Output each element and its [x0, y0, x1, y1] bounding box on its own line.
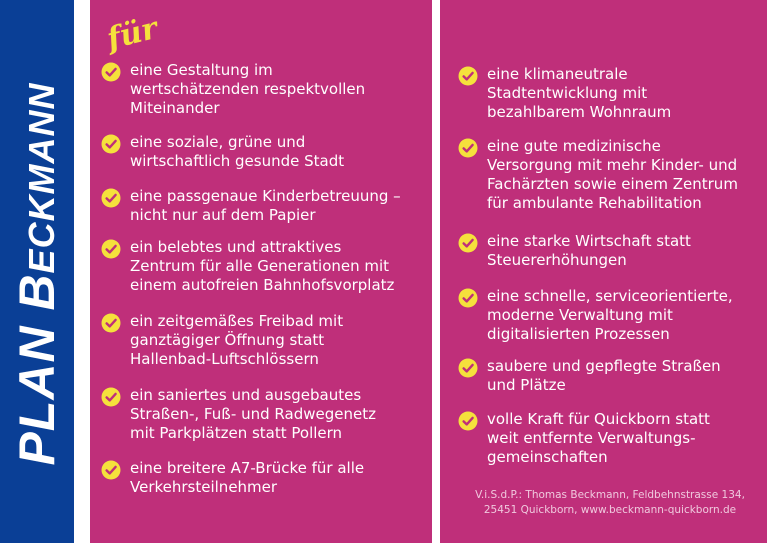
list-item	[458, 410, 710, 467]
checkmark-circle-icon	[101, 313, 121, 333]
checkmark-circle-icon	[101, 188, 121, 208]
list-item-text	[130, 187, 401, 225]
list-item	[101, 187, 401, 225]
list-item	[101, 386, 376, 443]
checkmark-circle-icon	[458, 358, 478, 378]
list-item-text	[130, 312, 343, 369]
list-item-line: eine breitere A7-Brücke für alle	[130, 459, 365, 477]
list-item-line: eine passgenaue Kinderbetreuung –	[130, 187, 401, 205]
checkmark-circle-icon	[101, 460, 121, 480]
list-item-text	[130, 386, 376, 443]
list-item-line: eine gute medizinische	[487, 137, 661, 155]
fur-heading-text: für	[103, 10, 162, 57]
list-item-line: volle Kraft für Quickborn statt	[487, 410, 710, 428]
list-item-line: ganztägiger Öffnung statt	[130, 331, 325, 349]
list-item-line: für ambulante Rehabilitation	[487, 194, 702, 212]
fur-heading	[103, 8, 173, 58]
list-item	[101, 61, 365, 118]
list-item-line: Steuererhöhungen	[487, 251, 627, 269]
checkmark-circle-icon	[458, 411, 478, 431]
list-item	[101, 238, 394, 295]
list-item-line: Verkehrsteilnehmer	[130, 478, 278, 496]
list-item-text	[487, 65, 671, 122]
list-item	[101, 133, 344, 171]
list-item-line: eine Gestaltung im	[130, 61, 273, 79]
list-item-line: wirtschaftlich gesunde Stadt	[130, 152, 345, 170]
list-item-line: Zentrum für alle Generationen mit	[130, 257, 390, 275]
list-item-text	[130, 459, 364, 497]
checkmark-circle-icon	[101, 62, 121, 82]
brand-sidebar	[0, 0, 74, 543]
list-item-line: weit entfernte Verwaltungs-	[487, 429, 696, 447]
checkmark-circle-icon	[458, 66, 478, 86]
list-item	[458, 65, 671, 122]
list-item-line: saubere und gepflegte Straßen	[487, 357, 721, 375]
list-item	[458, 232, 691, 270]
list-item-text	[487, 232, 691, 270]
brand-logo	[9, 82, 65, 466]
list-item-line: ein belebtes und attraktives	[130, 238, 342, 256]
list-item-line: digitalisierten Prozessen	[487, 325, 670, 343]
list-item-line: Fachärzten sowie einem Zentrum	[487, 175, 738, 193]
list-item-line: eine starke Wirtschaft statt	[487, 232, 691, 250]
list-item-line: Hallenbad-Luftschlössern	[130, 350, 319, 368]
imprint-line: 25451 Quickborn, www.beckmann-quickborn.de	[483, 504, 737, 516]
list-item-line: bezahlbarem Wohnraum	[487, 103, 672, 121]
checkmark-circle-icon	[458, 288, 478, 308]
list-item-line: ein saniertes und ausgebautes	[130, 386, 362, 404]
list-item-line: Stadtentwicklung mit	[487, 84, 648, 102]
list-item-text	[487, 410, 710, 467]
list-item-line: ein zeitgemäßes Freibad mit	[130, 312, 344, 330]
list-item	[458, 357, 721, 395]
brand-logo-main: PLAN B	[9, 273, 65, 466]
list-item-line: moderne Verwaltung mit	[487, 306, 673, 324]
list-item-text	[487, 287, 733, 344]
list-item-line: eine klimaneutrale	[487, 65, 628, 83]
list-item-line: Miteinander	[130, 99, 220, 117]
list-item-line: Straßen-, Fuß- und Radwegenetz	[130, 405, 376, 423]
checkmark-circle-icon	[101, 387, 121, 407]
brand-logo-rest: ECKMANN	[21, 82, 62, 274]
list-item-line: eine schnelle, serviceorientierte,	[487, 287, 733, 305]
imprint	[470, 488, 750, 518]
list-item-line: gemeinschaften	[487, 448, 608, 466]
list-item-text	[487, 357, 721, 395]
list-item-line: und Plätze	[487, 376, 566, 394]
list-item-line: eine soziale, grüne und	[130, 133, 306, 151]
list-item-line: nicht nur auf dem Papier	[130, 206, 316, 224]
imprint-line: V.i.S.d.P.: Thomas Beckmann, Feldbehnstrasse 134,	[475, 489, 745, 501]
checkmark-circle-icon	[458, 138, 478, 158]
list-item	[458, 287, 733, 344]
checkmark-circle-icon	[101, 239, 121, 259]
list-item-text	[130, 238, 394, 295]
list-item	[458, 137, 738, 213]
checkmark-circle-icon	[458, 233, 478, 253]
checkmark-circle-icon	[101, 134, 121, 154]
list-item-line: einem autofreien Bahnhofsvorplatz	[130, 276, 395, 294]
list-item-text	[130, 133, 344, 171]
list-item	[101, 459, 364, 497]
list-item-text	[130, 61, 365, 118]
list-item-text	[487, 137, 738, 213]
list-item-line: Versorgung mit mehr Kinder- und	[487, 156, 738, 174]
list-item-line: wertschätzenden respektvollen	[130, 80, 366, 98]
list-item-line: mit Parkplätzen statt Pollern	[130, 424, 343, 442]
list-item	[101, 312, 343, 369]
